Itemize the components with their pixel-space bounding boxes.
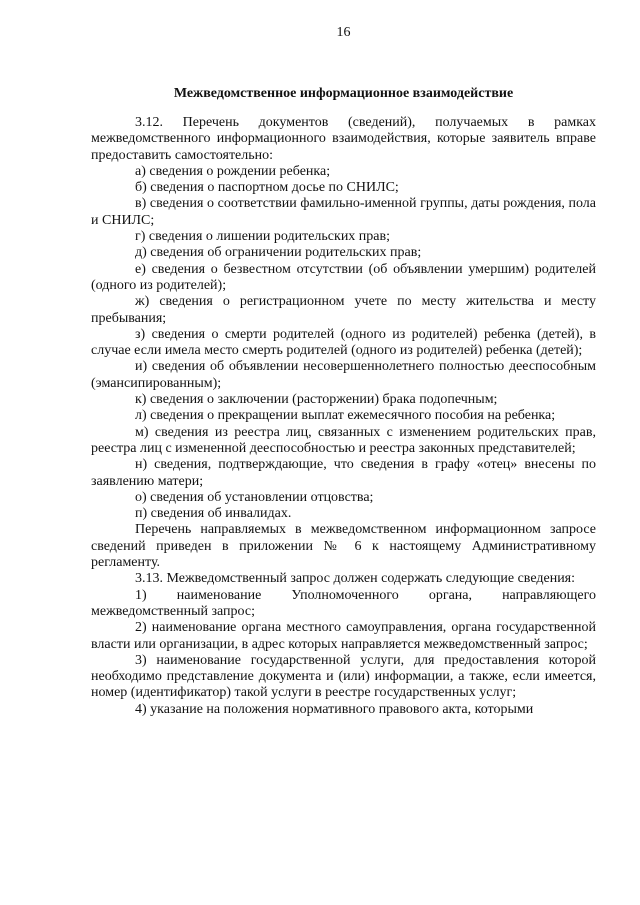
list-item-p: п) сведения об инвалидах.: [135, 506, 292, 522]
list-item-k: к) сведения о заключении (расторжении) брака подопечным;: [135, 392, 498, 408]
list-item-o: о) сведения об установлении отцовства;: [135, 489, 374, 505]
list-item-n: н) сведения, подтверждающие, что сведения в графу «отец» внесены по заявлению матери;: [91, 457, 596, 489]
request-item-1: 1) наименование Уполномоченного органа, направляющего межведомственный запрос;: [91, 587, 596, 619]
paragraph-request-list: Перечень направляемых в межведомственном информационном запросе сведений приведен в приложении № 6 к настоящему Административному регламенту.: [91, 522, 596, 571]
request-item-4: 4) указание на положения нормативного правового акта, которыми: [135, 701, 534, 717]
paragraph-3-13: 3.13. Межведомственный запрос должен содержать следующие сведения:: [135, 571, 576, 587]
list-item-zh: ж) сведения о регистрационном учете по месту жительства и месту пребывания;: [91, 294, 596, 326]
list-item-i: и) сведения об объявлении несовершеннолетнего полностью дееспособным (эмансипированным);: [91, 359, 596, 391]
request-item-3: 3) наименование государственной услуги, для предоставления которой необходимо представление документа и (или) информации, а также, если имеется, номер (идентификатор) такой услуги в реестре государственных услуг;: [91, 652, 596, 701]
list-item-l: л) сведения о прекращении выплат ежемесячного пособия на ребенка;: [135, 408, 556, 424]
list-item-a: а) сведения о рождении ребенка;: [135, 163, 331, 179]
list-item-m: м) сведения из реестра лиц, связанных с изменением родительских прав, реестра лиц с измененной дееспособностью и реестра законных представителей;: [91, 424, 596, 456]
list-item-b: б) сведения о паспортном досье по СНИЛС;: [135, 180, 399, 196]
paragraph-3-12: 3.12. Перечень документов (сведений), получаемых в рамках межведомственного информационного взаимодействия, которые заявитель вправе предоставить самостоятельно:: [91, 115, 596, 163]
section-title: Межведомственное информационное взаимодействие: [173, 86, 514, 101]
request-item-2: 2) наименование органа местного самоуправления, органа государственной власти или организации, в адрес которых направляется межведомственный запрос;: [91, 620, 596, 652]
list-item-e: е) сведения о безвестном отсутствии (об объявлении умершим) родителей (одного из родителей);: [91, 261, 596, 293]
list-item-g: г) сведения о лишении родительских прав;: [135, 229, 391, 245]
list-item-z: з) сведения о смерти родителей (одного из родителей) ребенка (детей), в случае если имела место смерть родителей (одного из родителей) ребенка (детей);: [91, 326, 596, 359]
list-item-d: д) сведения об ограничении родительских прав;: [135, 245, 422, 261]
list-item-v: в) сведения о соответствии фамильно-именной группы, даты рождения, пола и СНИЛС;: [91, 196, 596, 228]
page-number: 16: [336, 25, 351, 40]
